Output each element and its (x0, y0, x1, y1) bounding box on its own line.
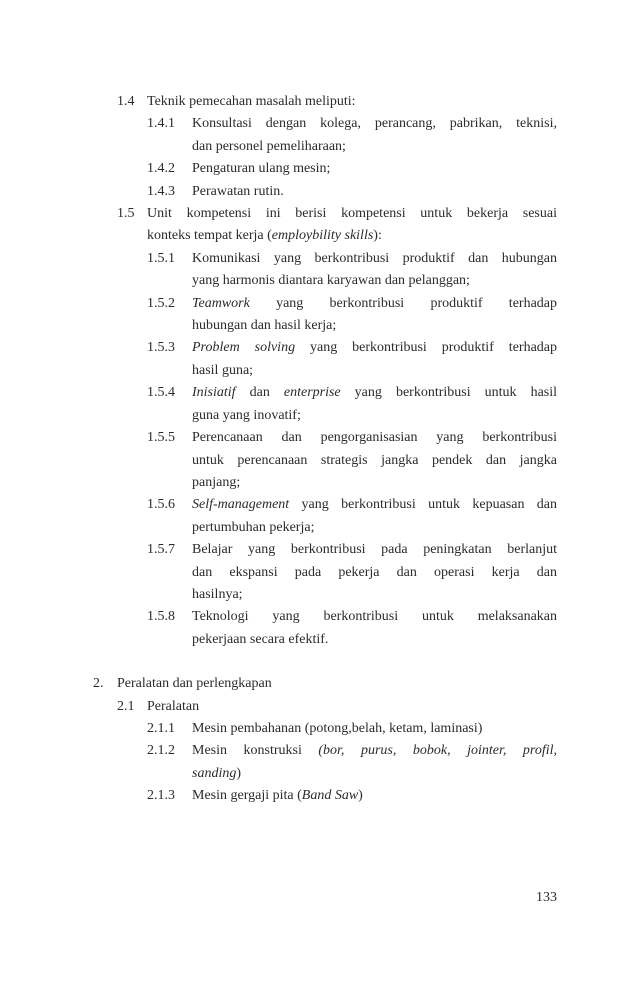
text-line: Komunikasi yang berkontribusi produktif dan hubungan (192, 250, 557, 266)
item-number: 1.5.4 (147, 385, 175, 401)
item-text (117, 673, 557, 695)
item-number: 1.5.3 (147, 340, 175, 356)
list-item-1-4-1 (93, 113, 557, 158)
text-line: konteks tempat kerja (employbility skills): (147, 228, 382, 244)
item-number: 2.1.2 (147, 743, 175, 759)
item-text (192, 337, 557, 382)
item-number: 2.1.3 (147, 788, 175, 804)
text-line: Pengaturan ulang mesin; (192, 161, 331, 177)
text-line: yang harmonis diantara karyawan dan pelanggan; (192, 273, 470, 289)
list-item-1-5-2 (93, 293, 557, 338)
text-line: Perawatan rutin. (192, 183, 284, 199)
text-line: Problem solving yang berkontribusi produktif terhadap (192, 340, 557, 356)
item-text (192, 427, 557, 494)
list-item-1-5 (93, 203, 557, 248)
text-line: Peralatan dan perlengkapan (117, 676, 272, 692)
list-item-1-5-3 (93, 337, 557, 382)
text-line: Peralatan (147, 698, 200, 714)
text-line: guna yang inovatif; (192, 407, 301, 423)
item-text (192, 740, 557, 785)
text-line: Mesin pembahanan (potong,belah, ketam, laminasi) (192, 720, 483, 736)
text-line: sanding) (192, 765, 242, 781)
item-number: 1.5.5 (147, 430, 175, 446)
list-item-1-5-1 (93, 248, 557, 293)
text-line: Mesin konstruksi (bor, purus, bobok, jointer, profil, (192, 743, 557, 759)
item-text (192, 494, 557, 539)
item-number: 1.4.1 (147, 116, 175, 132)
text-line: Teknik pemecahan masalah meliputi: (147, 94, 356, 109)
document-body (93, 91, 557, 808)
item-number: 2.1.1 (147, 720, 175, 736)
item-number: 1.5.2 (147, 295, 175, 311)
text-line: Mesin gergaji pita (Band Saw) (192, 788, 363, 804)
item-text (192, 113, 557, 158)
item-text (192, 785, 557, 807)
item-number: 1.4.3 (147, 183, 175, 199)
item-text (192, 293, 557, 338)
list-item-1-5-6 (93, 494, 557, 539)
item-number: 1.5.6 (147, 497, 175, 513)
item-text (192, 606, 557, 651)
list-item-1-4 (93, 91, 557, 113)
text-line: Perencanaan dan pengorganisasian yang berkontribusi (192, 430, 557, 446)
text-line: hasil guna; (192, 362, 254, 378)
list-item-1-5-5 (93, 427, 557, 494)
list-item-2-1-3 (93, 785, 557, 807)
text-line: panjang; (192, 474, 241, 490)
text-line: pekerjaan secara efektif. (192, 631, 329, 647)
item-text (192, 181, 557, 203)
item-text (192, 382, 557, 427)
item-number: 1.5.7 (147, 542, 175, 558)
item-number: 2.1 (117, 698, 135, 714)
list-item-2-1-2 (93, 740, 557, 785)
item-number: 1.4.2 (147, 161, 175, 177)
text-line: Self-management yang berkontribusi untuk kepuasan dan (192, 497, 557, 513)
text-line: Inisiatif dan enterprise yang berkontribusi untuk hasil (192, 385, 558, 401)
text-line: Belajar yang berkontribusi pada peningkatan berlanjut (192, 542, 557, 558)
text-line: Teamwork yang berkontribusi produktif terhadap (192, 295, 557, 311)
list-item-2-1-1 (93, 718, 557, 740)
text-line: Konsultasi dengan kolega, perancang, pabrikan, teknisi, (192, 116, 557, 132)
list-item-1-4-2 (93, 158, 557, 180)
list-item-2-1 (93, 696, 557, 718)
item-number: 1.4 (117, 94, 135, 109)
list-item-1-5-8 (93, 606, 557, 651)
list-item-1-5-7 (93, 539, 557, 606)
page-number: 133 (536, 890, 557, 905)
text-line: untuk perencanaan strategis jangka pendek dan jangka (192, 452, 557, 468)
item-text (192, 539, 557, 606)
item-text (192, 718, 557, 740)
text-line: hubungan dan hasil kerja; (192, 318, 337, 334)
text-line: pertumbuhan pekerja; (192, 519, 315, 535)
item-text (147, 696, 557, 718)
list-item-1-5-4 (93, 382, 557, 427)
item-number: 1.5 (117, 206, 135, 222)
text-line: Teknologi yang berkontribusi untuk melaksanakan (192, 609, 557, 625)
text-line: Unit kompetensi ini berisi kompetensi untuk bekerja sesuai (147, 206, 557, 222)
text-line: dan ekspansi pada pekerja dan operasi kerja dan (192, 564, 557, 580)
text-line: hasilnya; (192, 586, 243, 602)
list-item-2 (93, 673, 557, 695)
item-number: 2. (93, 676, 104, 692)
item-text (192, 248, 557, 293)
item-number: 1.5.1 (147, 250, 175, 266)
item-text (192, 158, 557, 180)
text-line: dan personel pemeliharaan; (192, 138, 346, 154)
list-item-1-4-3 (93, 181, 557, 203)
item-text (147, 91, 557, 113)
item-number: 1.5.8 (147, 609, 175, 625)
item-text (147, 203, 557, 248)
